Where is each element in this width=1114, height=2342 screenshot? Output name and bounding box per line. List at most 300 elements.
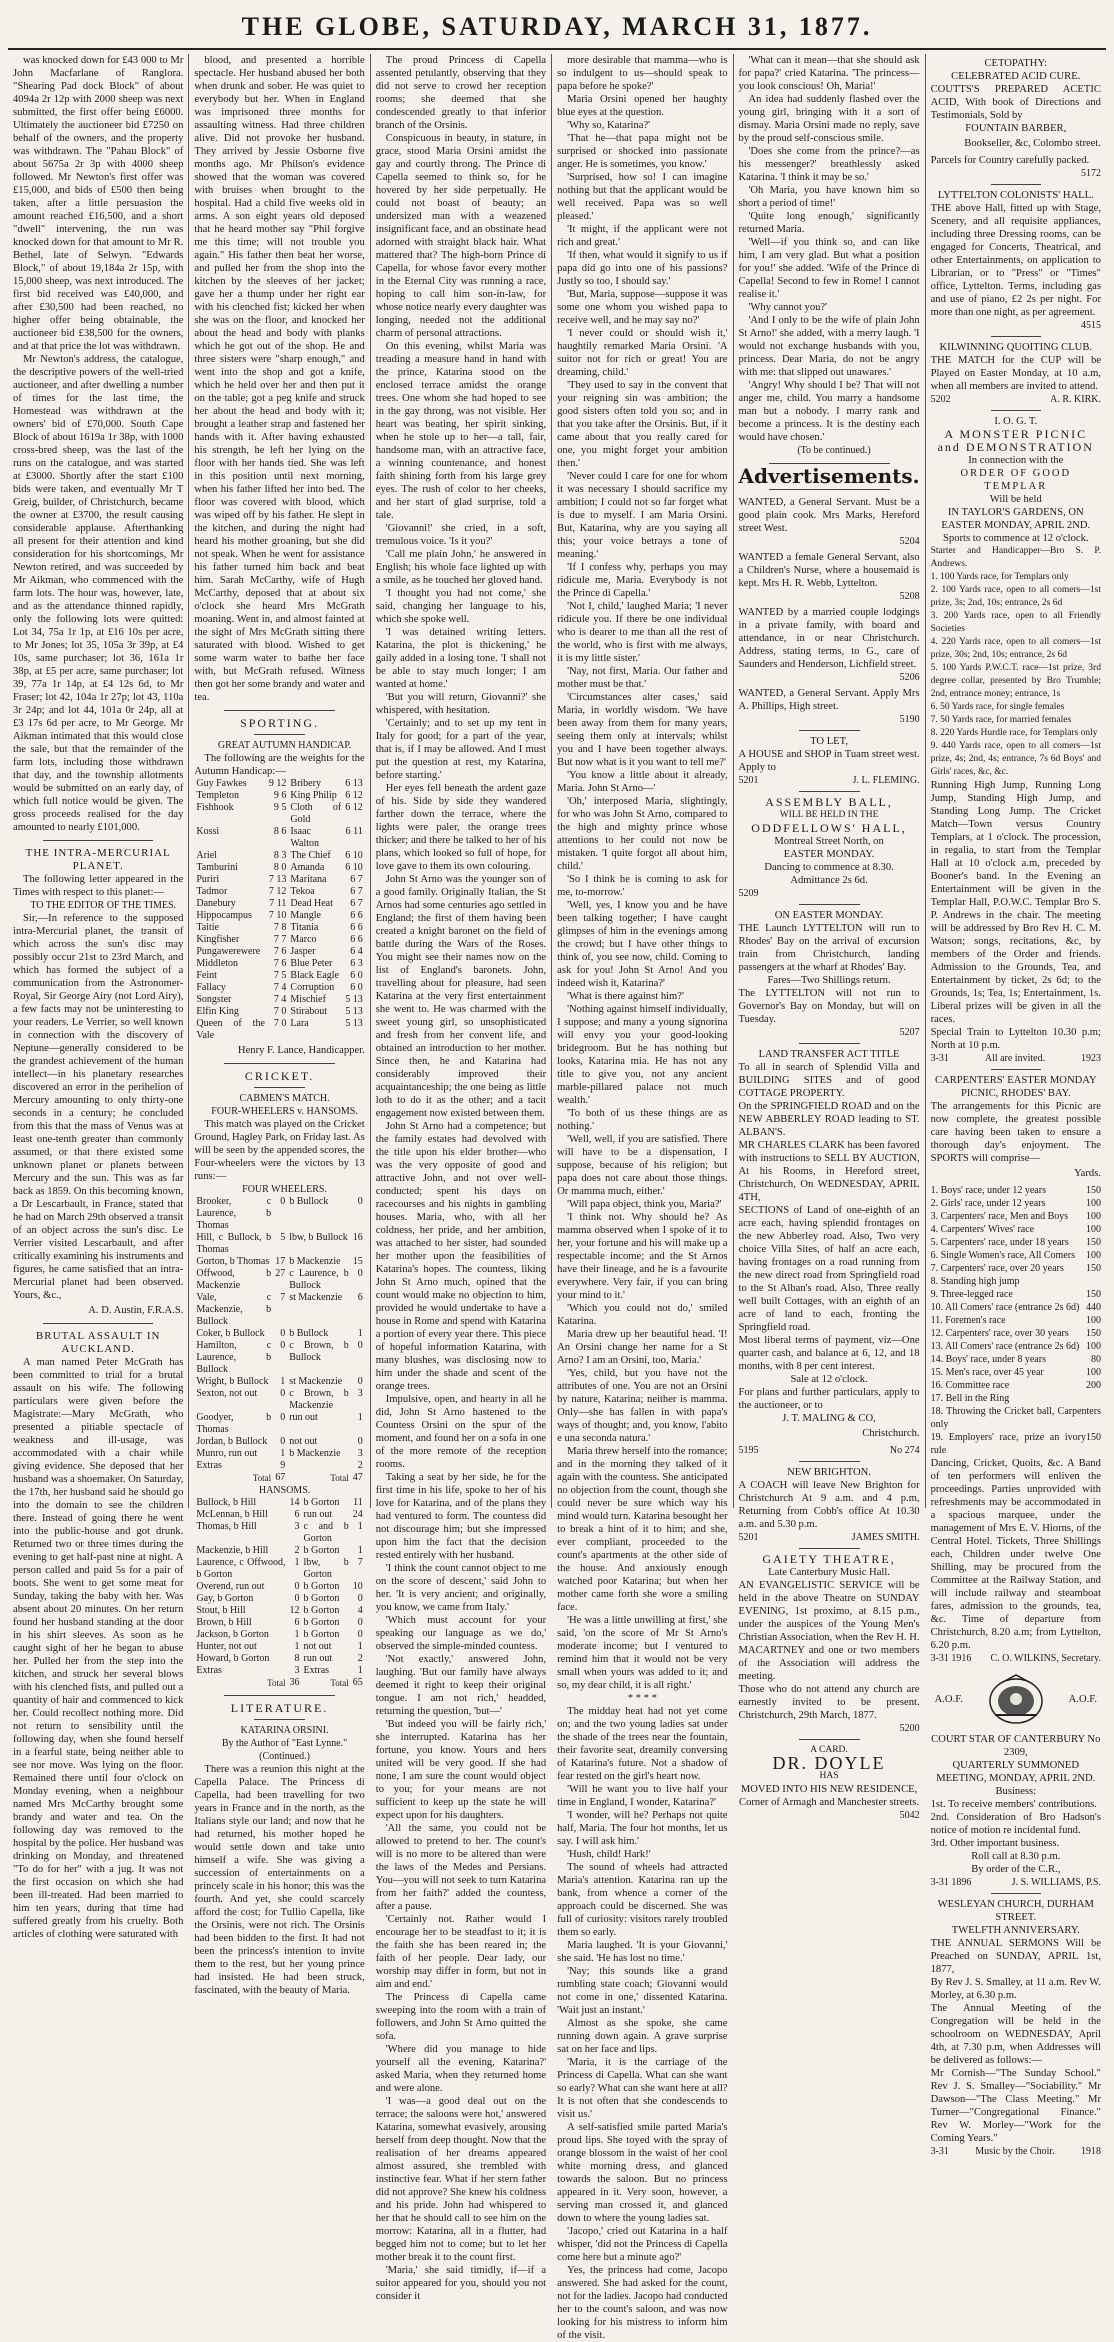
- serial-text: 'And I only to be the wife of plain John St Arno!' she added, with a merry laugh. 'I would not exchange husbands with you, princess. Dear Maria, do not be angry with me: that slipped out unawares.': [738, 315, 920, 378]
- horse-weight: 6 0: [350, 970, 363, 981]
- serial-text: Maria drew up her beautiful head. 'I! An Orsini change her name for a St Arno? I am an Orsini, too, Maria.': [557, 1329, 728, 1366]
- serial-text: Conspicuous in beauty, in stature, in grace, stood Maria Orsini amidst the gay and courtly throng. The Prince di Capella seemed to think so, for he hovered by her side perpetually. He could not boast of beauty; an undersized man with a weazened insignificant face, and an obstinate head adorned with straight black hair. What mattered that? The high-born Prince di Capella, for whose favor every mother in the Eternal City was running a race, hoping to call him son-in-law, for whose notice nearly every daughter was longing, needed not the additional charm of personal attractions.: [375, 133, 547, 339]
- total-label: Total: [330, 1678, 349, 1688]
- runs: 1: [357, 1665, 363, 1676]
- horse-weight: 7 5: [273, 970, 287, 981]
- ad-number: 3-31 1896: [930, 1877, 972, 1888]
- serial-text: 'Nay, not first, Maria. Our father and mother must be that.': [557, 666, 728, 690]
- batsman-second-innings: c and b Gorton: [303, 1521, 349, 1544]
- serial-text: 'Which you could not do,' smiled Katarina.: [557, 1303, 728, 1327]
- ad-text: AN EVANGELISTIC SERVICE will be held in the above Theatre on SUNDAY EVENING, 1st proximo, at 8.15 p.m., under the auspices of the Young Men's Christian Association, when the Rev H. H. MACARTNEY and one or two members of the Association will address the meeting.: [738, 1580, 920, 1682]
- sports-distance: 100: [1085, 1211, 1101, 1222]
- ad-text: The arrangements for this Picnic are now complete, the greatest possible care having been taken to ensure a thorough day's enjoyment. The SPORTS will comprise—: [930, 1101, 1101, 1164]
- horse-name: Fishhook: [196, 802, 234, 813]
- serial-text: 'You know a little about it already, Maria. John St Arno—': [557, 770, 728, 794]
- ad-number: 5172: [1080, 168, 1101, 179]
- horse-name: Feint: [196, 970, 217, 981]
- sports-event: 19. Employers' race, prize an ivory rule: [930, 1432, 1086, 1456]
- serial-text: 'I think not. Why should he? As mamma observed when I spoke of it to her, your fortune and his will make up a respectable income; and the St Arnos have their lineage, and he is a favourite everywhere. Very fair, if you can bring your mind to it.': [557, 1212, 728, 1301]
- horse-weight: 5 13: [345, 1006, 363, 1017]
- serial-text: 'Which must account for your speaking our language as we do,' observed the simple-minded countess.: [375, 1615, 547, 1652]
- divider: [799, 1461, 860, 1462]
- horse-weight: 6 6: [350, 934, 363, 945]
- sports-event: 17. Bell in the Ring: [930, 1393, 1010, 1404]
- cricket-headline: CRICKET.: [244, 1069, 315, 1083]
- ad-line: Montreal Street North, on: [774, 836, 884, 847]
- ad-text: Most liberal terms of payment, viz—One quarter cash, and balance at 6, 12, and 18 months, with 8 per cent interest.: [738, 1335, 920, 1372]
- batsman-first-innings: Thomas, b Hill: [196, 1521, 257, 1532]
- divider: [43, 840, 153, 841]
- handicap-row: [194, 958, 364, 970]
- sports-item: 6. 50 Yards race, for single females: [930, 702, 1065, 712]
- serial-text: 'But, Maria, suppose—suppose it was some one whom you wished papa to receive well, and he may say no?': [557, 289, 728, 326]
- horse-weight: 6 3: [350, 958, 363, 969]
- runs: 2: [294, 1545, 300, 1556]
- hansoms-heading: HANSOMS.: [258, 1485, 311, 1496]
- column-3: [371, 54, 552, 2302]
- score-row: [194, 1232, 364, 1256]
- serial-text: 'Jacopo,' cried out Katarina in a half whisper, 'did not the Princess di Capella come here but a minute ago?': [557, 2226, 728, 2263]
- divider: [991, 410, 1041, 411]
- divider: [991, 1069, 1041, 1070]
- ad-court-star: [931, 1733, 1101, 1889]
- batsman-first-innings: Vale, c Mackenzie, b Bullock: [196, 1292, 272, 1327]
- ad-title: LAND TRANSFER ACT TITLE: [758, 1049, 900, 1060]
- serial-text: 'It might, if the applicant were not rich and great.': [557, 224, 728, 248]
- horse-name: Blue Peter: [290, 958, 333, 969]
- horse-weight: 9 6: [273, 790, 287, 801]
- ad-number: 4515: [1080, 320, 1101, 331]
- runs: 0: [357, 1268, 363, 1279]
- score-row: [194, 1376, 364, 1388]
- ad-line: By order of the C.R.,: [971, 1864, 1061, 1875]
- horse-name: Templeton: [196, 790, 239, 801]
- handicap-row: [194, 922, 364, 934]
- sports-item: 8. 220 Yards Hurdle race, for Templars only: [930, 728, 1098, 738]
- serial-text: 'All the same, you could not be allowed to pretend to her. The count's will is no more to be altered than were the laws of the Medes and Persians. You—you will not seek to turn Katarina from her faith?' added the countess, after a pause.: [375, 1823, 547, 1912]
- ad-text: WANTED a female General Servant, also a Children's Nurse, where a housemaid is kept. Mrs H. R. Webb, Lyttelton.: [738, 552, 920, 589]
- batsman-second-innings: c Brown, b Bullock: [289, 1340, 349, 1363]
- runs: 6: [294, 1617, 300, 1628]
- serial-text: 'Not exactly,' answered John, laughing. 'But our family have always deemed it right to keep their original tongue. I am not rich,' headded, returning the question, 'but—': [375, 1654, 547, 1717]
- sports-event: 11. Foremen's race: [930, 1315, 1006, 1326]
- batsman-first-innings: Wright, b Bullock: [196, 1376, 269, 1387]
- horse-weight: 7 4: [273, 994, 287, 1005]
- sports-item: 3. 200 Yards race, open to all Friendly Societies: [930, 611, 1101, 634]
- handicap-row: [194, 910, 364, 922]
- sports-item: [931, 1288, 1101, 1301]
- sports-event: 6. Single Women's race, All Comers: [930, 1250, 1075, 1261]
- emblem-label: A.O.F.: [1068, 1693, 1097, 1705]
- ad-line: In connection with the: [968, 455, 1064, 466]
- score-row: [194, 1460, 364, 1472]
- handicap-row: [194, 946, 364, 958]
- batsman-second-innings: run out: [289, 1412, 318, 1423]
- batsman-first-innings: Howard, b Gorton: [196, 1653, 270, 1664]
- batsman-second-innings: b Gorton: [303, 1581, 340, 1592]
- column-5: [734, 54, 926, 1821]
- handicap-row: [194, 826, 364, 850]
- ad-servant-phillips: [739, 687, 920, 726]
- horse-name: King Philip: [290, 790, 337, 801]
- batsman-first-innings: Extras: [196, 1460, 222, 1471]
- horse-weight: 7 0: [273, 1006, 287, 1017]
- runs: 0: [280, 1436, 286, 1447]
- sports-item: 2. 100 Yards race, open to all comers—1st prize, 3s; 2nd, 10s; entrance, 2s 6d: [930, 585, 1101, 608]
- serial-text: 'Oh Maria, you have known him so short a period of time!': [738, 185, 920, 209]
- ad-number: 5208: [899, 591, 920, 602]
- horse-weight: 6 0: [350, 982, 363, 993]
- horse-name: Guy Fawkes: [196, 778, 247, 789]
- batsman-first-innings: Brown, b Hill: [196, 1617, 252, 1628]
- serial-text: 'I think the count cannot object to me on the score of descent,' said John to her. 'It is very ancient; and originally, you know, we came from Italy.': [375, 1563, 547, 1613]
- batsman-second-innings: b Gorton: [303, 1497, 340, 1508]
- serial-text: Almost as she spoke, she came running down again. A grave surprise sat on her face and lips.: [557, 2018, 728, 2055]
- sports-item: 9. 440 Yards race, open to all comers—1st prize, 4s; 2nd, 4s; entrance, 7s 6d Boys' and Girls' races, &c, &c.: [930, 741, 1101, 777]
- divider: [799, 904, 860, 905]
- four-wheelers-scorecard: [194, 1196, 364, 1484]
- batsman-first-innings: Extras: [196, 1665, 222, 1676]
- horse-name: Maritana: [290, 874, 327, 885]
- runs: 6: [357, 1292, 363, 1303]
- serial-text: A self-satisfied smile parted Maria's proud lips. She toyed with the spray of orange blossom in the waist of her cool white morning dress, and glanced towards the saloon. But no princess appeared in it. Very soon, however, a serving man crossed it, and glanced down to where the young ladies sat.: [557, 2122, 728, 2224]
- runs: 7: [280, 1292, 286, 1303]
- batsman-first-innings: Jackson, b Gorton: [196, 1629, 269, 1640]
- ad-gaiety-theatre: [739, 1553, 920, 1735]
- score-row: [194, 1436, 364, 1448]
- serial-text: 'Call me plain John,' he answered in English; his whole face lighted up with a smile, as he touched her gloved hand.: [375, 549, 547, 586]
- serial-text: more desirable that mamma—who is so indulgent to us—should speak to papa before he spoke?': [557, 55, 728, 92]
- total-label: Total: [267, 1678, 286, 1688]
- runs: 3: [294, 1665, 300, 1676]
- ad-title: GAIETY THEATRE,: [762, 1552, 896, 1566]
- serial-text: 'If I confess why, perhaps you may ridicule me, Maria. Everybody is not the Prince di Capella.': [557, 562, 728, 599]
- serial-text: 'Angry! Why should I be? That will not anger me, child. You marry a handsome man but a nobody. I marry rank and become a princess. It is the destiny each would have chosen.': [738, 380, 920, 443]
- serial-text: Maria Orsini opened her haughty blue eyes at the question.: [557, 94, 728, 118]
- assault-article-cont: blood, and presented a horrible spectacle. Her husband abused her both when drunk and sober. He was quiet to everybody but her. When in England was imprisoned three months for assaulting witness. Had three children alive. Did not provoke her husband. They arrived by Jessie Osborne five months ago. Mr Philson's evidence showed that the woman was covered with bruises when brought to the hospital. Had a child five weeks old in arms. A son eight years old deposed that he heard mother say "Phil forgive me this time; will not trouble you again." His father then beat her worse, and pulled her from the shop into the kitchen by the sleeves of her jacket; gave her a thump under her right ear with his clenched fist; kicked her when she was on the floor, and knocked her about the head and body with planks which he got out of the shop. He and three sisters were "sharp enough," and went into the shop and got a knife, which he held over her and then put it on the table; got a peg knife and struck her about the head and body with it; brought a leather strap and fastened her hands with it. After having exhausted his strength, he left her lying on the floor with her hands tied. She was left in this position until next morning, when his father lifted her into bed. The floor was covered with blood, which was wiped off by his father. He slept in the kitchen, and during the night had heard his mother groaning, but she did not speak. When he went for assistance his father turned him back and beat him. Sarah McCarthy, wife of Hugh McCarthy, deposed that at about six o'clock she heard Mrs McGrath moaning. Went in, and almost fainted at the sight of Mrs McGrath sitting there saturated with blood. Wished to get some warm water to bathe her face with, but McGrath refused. Witness then got her some brandy and water and tea.: [194, 55, 365, 703]
- ad-number: 3-31: [930, 1053, 949, 1064]
- score-row: [194, 1268, 364, 1292]
- divider: [224, 1063, 334, 1064]
- ad-advertiser: J. S. WILLIAMS, P.S.: [1011, 1877, 1101, 1888]
- score-total-row: [194, 1677, 364, 1689]
- batsman-second-innings: b Gorton: [303, 1629, 340, 1640]
- ad-number: 5195: [738, 1445, 759, 1456]
- horse-name: Lara: [290, 1018, 309, 1029]
- batsman-second-innings: [287, 1460, 351, 1472]
- score-row: [194, 1497, 364, 1509]
- planet-to-editor: TO THE EDITOR OF THE TIMES.: [30, 900, 177, 911]
- serial-text: 'Quite long enough,' significantly returned Maria.: [738, 211, 920, 235]
- ad-number: 5201: [738, 775, 759, 786]
- sports-item: [931, 1431, 1101, 1457]
- horse-name: Kingfisher: [196, 934, 240, 945]
- ad-text: SECTIONS of Land of one-eighth of an acre each, having splendid frontages on the new Abberley road. Also, Two very choice Villa Sites, of half an acre each, having frontages on a road running from the new direct road from Springfield road to the St Alban's road. Also, Three really well built Cottages, with an eighth of an acre of land to each, fronting the Springfield road.: [738, 1205, 920, 1333]
- ad-advertiser: A. R. KIRK.: [1050, 394, 1101, 405]
- sports-distance: 440: [1085, 1302, 1101, 1313]
- ad-line: Admittance 2s 6d.: [790, 875, 868, 886]
- batsman-first-innings: Goodyer, b Thomas: [196, 1412, 272, 1435]
- serial-text: 'I never could or should wish it,' haughtily remarked Maria Orsini. 'A suitor not for rich or great! You are dreaming, child.': [557, 328, 728, 378]
- ad-advertiser: DR. DOYLE: [772, 1753, 886, 1773]
- batsman-first-innings: Sexton, not out: [196, 1388, 258, 1399]
- horse-weight: 6 7: [350, 886, 363, 897]
- sports-item: [931, 1197, 1101, 1210]
- serial-text: There was a reunion this night at the Capella Palace. The Princess di Capella, had been travelling for two years in France and in the north, as the Italians style our land; and now that he had returned, his mother hoped he would settle down and take unto himself a wife. She was giving a succession of entertainments on a princely scale in his honor; this was the fourth. And yet, she could scarcely afford the cost; for Tullio Capella, like the Orsinis, were not rich. The Orsinis had been bidden to the first. It had not been the princess's intention to invite them to the rest, but her young prince had insisted. He had been struck, fascinated, with the beauty of Maria.: [194, 1764, 365, 1996]
- ad-line: Fares—Two Shillings return.: [767, 975, 891, 986]
- section-break: * * * *: [627, 1693, 657, 1704]
- handicap-row: [194, 874, 364, 886]
- score-row: [194, 1328, 364, 1340]
- handicap-row: [194, 1018, 364, 1042]
- sports-item: [931, 1327, 1101, 1340]
- masthead: THE GLOBE, SATURDAY, MARCH 31, 1877.: [8, 8, 1106, 50]
- total-label: Total: [252, 1473, 272, 1483]
- score-row: [194, 1629, 364, 1641]
- horse-weight: 5 13: [345, 1018, 363, 1029]
- serial-text: 'Why so, Katarina?': [567, 120, 651, 131]
- horse-name: Pungawerewere: [196, 946, 261, 957]
- ad-land-sale: [739, 1048, 920, 1457]
- handicap-row: [194, 862, 364, 874]
- runs: 0: [357, 1196, 363, 1207]
- ad-text: MR CHARLES CLARK has been favored with instructions to SELL BY AUCTION, At his Rooms, in Hereford street, Christchurch, On WEDNESDAY, APRIL 4TH,: [738, 1140, 920, 1203]
- ad-text: The LYTTELTON will not run to Governor's Bay on Monday, but will on Tuesday.: [738, 988, 920, 1025]
- sports-item: 5. 100 Yards P.W.C.T. race—1st prize, 3rd degree collar, presented by Bro Trumble; 2nd, entrance money; entrance, 1s: [930, 663, 1101, 699]
- auction-report-cont: Mr Newton's address, the catalogue, the descriptive powers of the well-tried auctioneer, and after dwelling a number of times for the last time, the Homestead was withdrawn at the owners' bid of £70,000. South Cape Block of about 1619a 1r 38p, with 1000 cross-bred sheep, was the last of the runs on the catalogue, and was started at £3000. Shortly after the start £100 bids were taken, and eventually Mr T Greig, builder, of Christchurch, became the owner at £3700, the result causing considerable applause. Afterthanking all present for their attention and kind consideration for his shortcomings, Mr Newton retired, and was succeeded by Mr Aikman, who commenced with the farm lots. The hour was, however, late, and as the attendance thinned rapidly, only the following lots were quitted: Lot 34, 75a 1r 1p, at £16 10s per acre, to Mr Jones; lot 35, 105a 3r 39p, at £4 10s, same purchaser; lot 36, 161a 1r 38p, at £5 per acre, same purchaser; lot 39, 77a 1r 14p, at £4 12s 6d, to Mr Fraser; lot 42, 104a 1r 27p; lot 43, 110a 3r 24p; and lot 44, 101a 0r 24p, all at £3 17s 6d per acre, to Mr George. Mr Aikman intimated that this would close the sale, but that the remainder of the farm lots, including those withdrawn that day, and the township allotments would be submitted on an early day, of which full notice would be given. The gross proceeds realised for the day amounted to nearly £101,000.: [13, 354, 184, 833]
- batsman-second-innings: b Gorton: [303, 1605, 340, 1616]
- ad-lodgings: [739, 606, 920, 684]
- batsman-first-innings: McLennan, b Hill: [196, 1509, 268, 1520]
- runs: 0: [280, 1340, 286, 1351]
- ad-number: 3-31 1916: [930, 1653, 972, 1664]
- serial-text: 'Why cannot you?': [748, 302, 828, 313]
- ad-line: TWELFTH ANNIVERSARY.: [951, 1925, 1080, 1936]
- horse-name: Songster: [196, 994, 232, 1005]
- serial-text: On this evening, whilst Maria was treading a measure hand in hand with the prince, Katarina stood on the enclosed terrace amidst the orange trees. One whom she had hoped to see in the gay throng, was not visible. Her heart was beating, her spirit sinking, when he stole up to her—a tall, fair, handsome man, with an attractive face, a winning countenance, and honest faith shining forth from his large grey eyes. The rush of color to her cheeks, and her start of glad surprise, told a tale.: [375, 341, 547, 521]
- handicap-row: [194, 1006, 364, 1018]
- serial-text: John St Arno was the younger son of a good family. Originally Italian, the St Arnos had some centuries ago settled in England; the first of them having been created a knight baronet on the field of battle during the Wars of the Roses. You might see their names now on the list of England's baronets. John, travelling about for pleasure, had seen Katarina at the very first entertainment she went to. He was charmed with the sweet young girl, so unsophisticated and fresh from her convent life, and obtained an introduction to her mother. Since then, he and Katarina had considerably improved their acquaintanceship; the one being as little loth to do it as the other; and a tacit engagement now existed between them.: [375, 874, 547, 1119]
- score-row: [194, 1521, 364, 1545]
- serial-text: 'Nay; this sounds like a grand rumbling state coach; Giovanni would not come in one,' dissented Katarina. 'Wait just an instant.': [557, 1966, 728, 2016]
- sports-event: 7. Carpenters' race, over 20 years: [930, 1263, 1064, 1274]
- ad-text: THE Launch LYTTELTON will run to Rhodes' Bay on the arrival of excursion train from Christchurch, landing passengers at the wharf at Rhodes' Bay.: [738, 923, 920, 973]
- ad-number: 1918: [1080, 2146, 1101, 2157]
- sports-item: [931, 1223, 1101, 1236]
- ad-line: WILL BE HELD IN THE: [779, 810, 879, 820]
- divider: [799, 1739, 860, 1740]
- serial-text: 'What can it mean—that she should ask for papa?' cried Katarina. 'The princess—you look conscious! Oh, Maria!': [738, 55, 920, 92]
- sports-item: [931, 1392, 1101, 1405]
- column-6: [926, 54, 1106, 2157]
- horse-weight: 8 6: [273, 826, 287, 837]
- ad-number: 5042: [899, 1810, 920, 1821]
- runs: 0: [357, 1593, 363, 1604]
- sports-event: 12. Carpenters' race, over 30 years: [930, 1328, 1069, 1339]
- batsman-first-innings: Hamilton, c Laurence, b Bullock: [196, 1340, 272, 1375]
- serial-text: 'Will papa object, think you, Maria?': [567, 1199, 722, 1210]
- ad-number: 5206: [899, 672, 920, 683]
- sports-event: 4. Carpenters' Wives' race: [930, 1224, 1035, 1235]
- ad-title: KILWINNING QUOITING CLUB.: [939, 342, 1093, 353]
- planet-headline: THE INTRA-MERCURIAL PLANET.: [25, 847, 171, 872]
- ad-title: LYTTELTON COLONISTS' HALL.: [937, 190, 1094, 201]
- ad-text: COUTTS'S PREPARED ACETIC ACID, With book of Directions and Testimonials, Sold by: [930, 84, 1101, 121]
- horse-weight: 7 7: [273, 934, 287, 945]
- ad-advertiser: JAMES SMITH.: [851, 1532, 920, 1543]
- serial-text: 'They used to say in the convent that your reigning sin was ambition; the good sisters often told you so; and in that you take after the Orsinis. But, if it came about that you really cared for one, you might forget your ambition then.': [557, 380, 728, 469]
- ad-assembly-ball: [739, 796, 920, 900]
- batsman-second-innings: st Mackenzie: [289, 1292, 343, 1303]
- handicap-row: [194, 934, 364, 946]
- divider: [254, 1087, 304, 1088]
- ad-quoiting-club: [931, 341, 1101, 406]
- ad-text: Mr Cornish—"The Sunday School." Rev J. S. Smalley—"Sociability." Mr Dawson—"The Class Meeting." Mr Turner—"Congregational Finance." Rev W. Morley—"Work for the Coming Years.": [930, 2068, 1101, 2144]
- score-row: [194, 1256, 364, 1268]
- runs: 10: [352, 1581, 363, 1592]
- serial-text: 'Giovanni!' she cried, in a soft, tremulous voice. 'Is it you?': [375, 523, 547, 547]
- score-row: [194, 1292, 364, 1328]
- serial-text: 'He was a little unwilling at first,' she said, 'on the score of Mr St Arno's moderate income; but I ventured to remind him that it would not be very small when yours was added to it; and so, my dear child, it is all right.': [557, 1615, 728, 1691]
- ad-wesleyan-church: [931, 1898, 1101, 2158]
- batsman-second-innings: st Mackenzie: [289, 1376, 343, 1387]
- handicap-row: [194, 778, 364, 790]
- divider: [991, 1893, 1041, 1894]
- horse-weight: 6 13: [345, 778, 363, 789]
- batsman-second-innings: run out: [303, 1509, 333, 1520]
- serial-text: 'But indeed you will be fairly rich,' she interrupted. Katarina has her fortune, you know. Yours and hers united will be very good. If she had none, I am sure the count would object to you; for your means are not sufficient to keep up the state he will expect upon for his daughters.: [375, 1719, 547, 1821]
- serial-text: 'Oh,' interposed Maria, slightingly, for who was John St Arno, compared to the high and mighty prince whose attentions to her could not now be mistaken. 'I quite forgot all about him, child.': [557, 796, 728, 872]
- ad-line: All are invited.: [984, 1053, 1046, 1064]
- serial-text: 'Yes, child, but you have not the attributes of one. You are not an Orsini by nature, Katarina; neither is mamma. Only—she has fallen in with papa's ways of thought; and, you know, l'abito e una seconda natura.': [557, 1368, 728, 1444]
- total-runs: 47: [352, 1472, 363, 1483]
- ad-title: I. O. G. T.: [994, 416, 1038, 427]
- ad-text: Running High Jump, Running Long Jump, Standing High Jump, and Standing Long Jump. The Cricket Match—Town versus Country Templars, at 1 o'clock. The procession, in regalia, to start from the Templar Hall at 10 o'clock a.m, preceded by Booner's band. In the Evening an Entertainment will be given in the Templar Hall, P.O.W.C. Templar Bro S. P. Andrews in the chair. The meeting will be addressed by Bro Rev H. C. M. Watson; songs, recitations, &c, by members of the Order and friends. Admission to the Grounds, Tea, and Entertainment by ticket, 2s 6d; to the Grounds, 1s; Tea, 1s; Entertainment, 1s. Liberal prizes will be given in all the races.: [930, 780, 1101, 1025]
- horse-name: Ariel: [196, 850, 217, 861]
- horse-weight: 7 11: [269, 898, 287, 909]
- runs: 0: [280, 1388, 286, 1399]
- sports-distance: 100: [1085, 1341, 1101, 1352]
- sports-item: [931, 1340, 1101, 1353]
- hansoms-scorecard: [194, 1497, 364, 1689]
- serial-text: 'If then, what would it signify to us if papa did go into one of his passions? Justly so too, I should say.': [557, 250, 728, 287]
- serial-text: 'What is there against him?': [567, 991, 684, 1002]
- horse-name: Titania: [290, 922, 319, 933]
- ad-templar-picnic: [931, 415, 1101, 1065]
- serial-text: Taking a seat by her side, he for the first time in his life, spoke to her of his love for Katarina, and of the plans they had ventured to form. The countess did not discourage him; but she impressed upon him the fact that the decision rested entirely with her husband.: [375, 1472, 547, 1561]
- handicap-row: [194, 994, 364, 1006]
- sports-event: 18. Throwing the Cricket ball, Carpenters only: [930, 1406, 1101, 1430]
- horse-name: Dead Heat: [290, 898, 333, 909]
- sports-distance: 80: [1090, 1354, 1101, 1365]
- ad-title: CETOPATHY:: [984, 58, 1048, 69]
- sports-event: 15. Men's race, over 45 year: [930, 1367, 1044, 1378]
- serial-text: 'Certainly; and to set up my tent in Italy for good; for a part of the year, that is, if I may be allowed. And I must put the question at rest, my Katarina, before starting.': [375, 718, 547, 781]
- batsman-second-innings: b Gorton: [303, 1593, 340, 1604]
- runs: 1: [357, 1521, 363, 1532]
- runs: 7: [357, 1557, 363, 1568]
- horse-weight: 9 5: [273, 802, 287, 813]
- to-be-continued: (To be continued.): [797, 445, 871, 456]
- sports-distance: 150: [1085, 1328, 1101, 1339]
- ad-text: WANTED, a General Servant. Apply Mrs A. Phillips, High street.: [738, 688, 920, 712]
- ad-text: Dancing, Cricket, Quoits, &c. A Band of ten performers will enliven the proceedings. Parties unprovided with refreshments may be accommodated in a spacious marquee, under the management of Mrs E. V. Hiorns, of the Central Hotel. Tickets, Three Shillings each, Children under twelve One Shilling, may be procured from the Committee at the Railway Station, and will include railway and steamboat fares, admission to the grounds, tea, &c. Time of departure from Christchurch, 8.20 a.m; from Lyttelton, 6.20 p.m.: [930, 1458, 1101, 1651]
- sports-item: [931, 1184, 1101, 1197]
- serial-text: 'Well, well, if you are satisfied. There will have to be a dispensation, I suppose, because of his religion; but papa does not care about those things. Or mamma much, either.': [557, 1134, 728, 1197]
- sports-distance: 200: [1085, 1380, 1101, 1391]
- sports-distance: 150: [1085, 1432, 1101, 1443]
- sports-item: [931, 1301, 1101, 1314]
- horse-weight: 7 6: [273, 958, 287, 969]
- ad-place: Christchurch.: [862, 1428, 920, 1439]
- cricket-report: This match was played on the Cricket Ground, Hagley Park, on Friday last. As will be seen by the appended scores, the Four-wheelers were the victors by 13 runs:—: [194, 1119, 365, 1182]
- ad-line: CELEBRATED ACID CURE.: [951, 71, 1081, 82]
- horse-name: Black Eagle: [290, 970, 339, 981]
- runs: 3: [294, 1521, 300, 1532]
- score-row: [194, 1653, 364, 1665]
- foresters-crest-icon: [981, 1671, 1051, 1727]
- serial-text: 'I was—a good deal out on the terrace; the saloons were hot,' answered Katarina, somewhat evasively, arousing herself from deep thought. Now that the realisation of her dreams appeared almost assured, she trembled with instinctive fear. What if her stern father did not approve? She knew his coldness and his pride. John had whispered to her that he should call to see him on the morrow: Katarina, all in a flutter, had begged him not to come; but to let her mother break it to the count first.: [375, 2096, 547, 2263]
- batsman-second-innings: run out: [303, 1653, 333, 1664]
- ad-acetopathy: [931, 57, 1101, 180]
- serial-title: KATARINA ORSINI.: [240, 1725, 329, 1736]
- horse-weight: 7 13: [268, 874, 287, 885]
- horse-name: Corruption: [290, 982, 335, 993]
- aof-emblem-row: [935, 1671, 1097, 1727]
- handicapper-signature: Henry F. Lance, Handicapper.: [237, 1045, 365, 1056]
- serial-text: John St Arno had a competence; but the family estates had devolved with the title upon his elder brother—who was the very opposite of good and attractive John, and not over well-conducted; spent his days on racecourses and his nights in gambling houses. Maria, who, with all her coldness, her pride, and her ambition, was attached to her sister, had sounded her mother upon the feasibilities of Katarina's hopes. The countess, liking John St Arno much, opined that the count would make no objection to him, provided he would undertake to have a house in Rome and spend with Katarina a portion of every year there. This piece of hopeful information Katarina, with many blushes, was disclosing now to him under the shade and scent of the orange trees.: [375, 1121, 547, 1392]
- ad-advertiser: J. T. MALING & CO,: [782, 1413, 876, 1424]
- horse-name: Hippocampus: [196, 910, 252, 921]
- ad-title: WESLEYAN CHURCH, DURHAM STREET.: [937, 1899, 1094, 1923]
- ad-line: Will be held: [989, 494, 1042, 505]
- divider: [43, 1323, 153, 1324]
- advertisements-header: Advertisements.: [738, 464, 920, 488]
- runs: 1: [357, 1641, 363, 1652]
- runs: 1: [294, 1629, 300, 1640]
- serial-text: The midday heat had not yet come on; and the two young ladies sat under the shade of the trees near the fountain, their favorite seat, dreamily conversing of Katarina's future. Not a shadow of fear rested on the girl's heart now.: [557, 1706, 728, 1782]
- sports-item: Starter and Handicapper—Bro S. P. Andrews.: [930, 546, 1101, 569]
- batsman-first-innings: Laurence, c Offwood, b Gorton: [196, 1557, 286, 1580]
- score-row: [194, 1641, 364, 1653]
- ad-text: Those who do not attend any church are earnestly invited to be present. Christchurch, 29th March, 1877.: [738, 1684, 920, 1721]
- ad-line: ODDFELLOWS' HALL,: [751, 821, 907, 835]
- ad-text: MOVED INTO HIS NEW RESIDENCE, Corner of Armagh and Manchester streets.: [739, 1784, 920, 1808]
- sports-distance: 150: [1085, 1237, 1101, 1248]
- serial-text: 'Does she come from the prince?—as his messenger?' breathlessly asked Katarina. 'I think it may be so.': [738, 146, 920, 183]
- serial-text: 'Maria,' she said timidly, if—if a suitor appeared for you, should you not consider it: [375, 2265, 547, 2302]
- column-1: [8, 54, 189, 1940]
- sports-distance: 100: [1085, 1250, 1101, 1261]
- batsman-first-innings: Stout, b Hill: [196, 1605, 246, 1616]
- runs: 4: [357, 1605, 363, 1616]
- column-2: [189, 54, 370, 1996]
- ad-number: 3-31: [930, 2146, 949, 2157]
- horse-weight: 6 11: [345, 826, 363, 837]
- score-row: [194, 1412, 364, 1436]
- serial-text: 'I wonder, will he? Perhaps not quite half, Maria. The four hot months, let us say. I will ask him.': [557, 1810, 728, 1847]
- serial-text: The sound of wheels had attracted Maria's attention. Katarina ran up the bank, from whence a corner of the approach could be discerned. She was full of curiosity: visitors rarely troubled them so early.: [557, 1862, 728, 1938]
- divider: [254, 734, 304, 735]
- runs: 0: [280, 1328, 286, 1339]
- divider: [799, 1043, 860, 1044]
- ad-title: TO LET,: [810, 736, 848, 747]
- serial-text: Her eyes fell beneath the ardent gaze of his. Side by side they wandered farther down the terrace, where the lights were paler, the orange trees thicker; and there he talked to her of his plans, which looked so full of hope, for love gave to them its own colouring.: [375, 783, 547, 872]
- horse-weight: 7 10: [268, 910, 287, 921]
- runs: 2: [357, 1653, 363, 1664]
- batsman-first-innings: Mackenzie, b Hill: [196, 1545, 269, 1556]
- columns: [8, 54, 1106, 2341]
